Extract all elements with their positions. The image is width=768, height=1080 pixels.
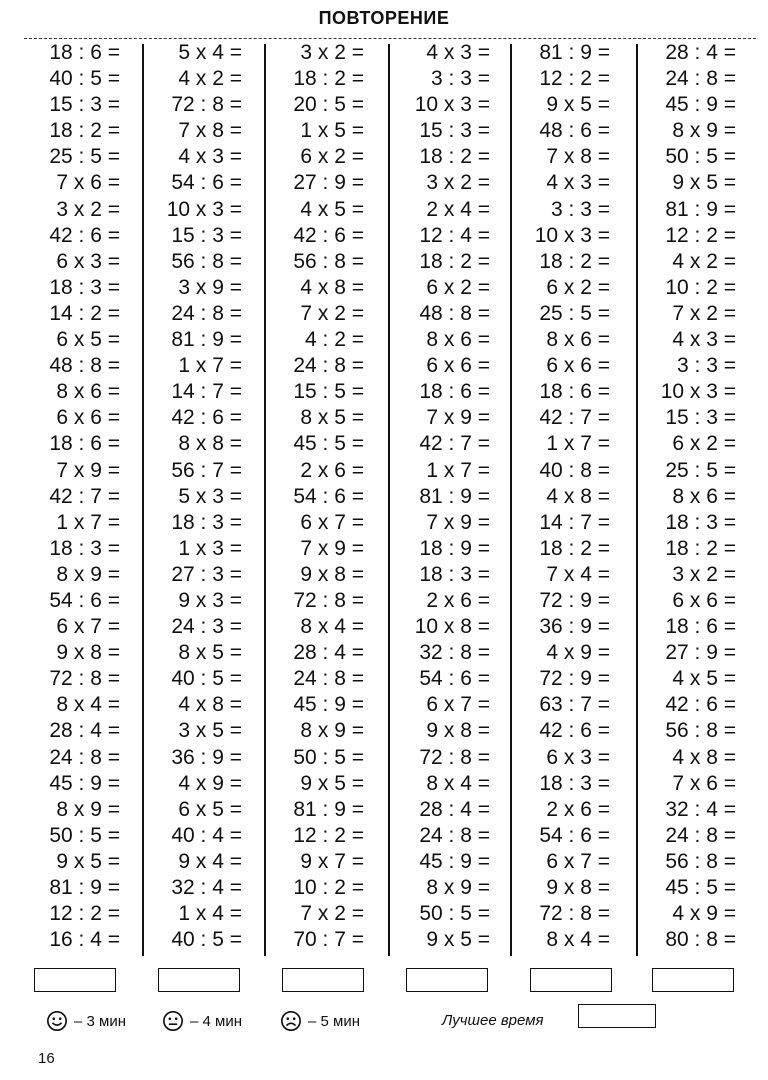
exercise-item: 15 : 3 = [419,119,490,143]
exercise-item: 24 : 8 = [49,745,120,769]
exercise-item: 9 x 5 = [546,93,610,117]
exercise-item: 4 x 3 = [178,145,242,169]
header-divider [24,38,756,39]
exercise-item: 3 x 2 = [426,171,490,195]
exercise-item: 27 : 3 = [171,562,242,586]
exercise-item: 18 : 3 = [539,771,610,795]
exercise-item: 81 : 9 = [665,197,736,221]
exercise-item: 10 : 2 = [293,876,364,899]
exercise-item: 3 x 2 = [300,41,364,64]
exercise-item: 45 : 9 = [293,693,364,717]
time-box-2[interactable] [158,968,240,992]
exercise-item: 8 x 9 = [300,719,364,743]
exercise-item: 1 x 4 = [178,902,242,926]
exercise-item: 10 x 3 = [166,197,242,221]
exercise-item: 12 : 2 = [665,223,736,247]
exercise-item: 12 : 2 = [293,823,364,847]
exercise-item: 1 x 7 = [178,354,242,378]
exercise-item: 8 x 4 = [426,771,490,795]
exercise-item: 48 : 8 = [419,301,490,325]
exercise-item: 54 : 6 = [419,667,490,691]
exercise-item: 24 : 8 = [293,354,364,378]
exercise-item: 50 : 5 = [293,745,364,769]
exercise-item: 3 x 2 = [56,197,120,221]
exercise-item: 18 : 6 = [49,432,120,456]
exercise-item: 42 : 6 = [293,223,364,247]
exercise-item: 4 x 2 = [672,249,736,273]
exercise-item: 50 : 5 = [665,145,736,169]
exercise-item: 7 x 9 = [300,536,364,560]
exercise-item: 56 : 8 = [665,849,736,873]
exercise-item: 9 x 5 = [426,928,490,952]
exercise-item: 1 x 5 = [300,119,364,143]
exercise-item: 18 : 6 = [49,41,120,64]
exercise-item: 72 : 9 = [539,667,610,691]
exercise-item: 5 x 3 = [178,484,242,508]
exercise-item: 42 : 7 = [539,406,610,430]
column-divider [636,44,638,956]
exercise-item: 8 x 9 = [56,562,120,586]
exercise-item: 8 x 4 = [300,615,364,639]
exercise-item: 72 : 8 = [171,93,242,117]
exercise-item: 3 x 2 = [672,562,736,586]
exercise-item: 18 : 6 = [539,380,610,404]
exercise-item: 2 x 6 = [426,588,490,612]
exercise-item: 8 x 5 = [178,641,242,665]
exercise-item: 6 x 6 = [426,354,490,378]
exercise-item: 56 : 8 = [665,719,736,743]
exercise-item: 5 x 4 = [178,41,242,64]
sad-face-icon [280,1010,302,1032]
exercise-item: 8 x 5 = [300,406,364,430]
exercise-item: 6 x 5 = [56,328,120,352]
exercise-item: 2 x 4 = [426,197,490,221]
exercise-item: 7 x 4 = [546,562,610,586]
legend-text: – 5 мин [308,1012,360,1030]
time-box-4[interactable] [406,968,488,992]
exercise-item: 45 : 9 = [665,93,736,117]
column-divider [264,44,266,956]
exercise-item: 18 : 3 = [49,536,120,560]
exercise-item: 54 : 6 = [49,588,120,612]
exercise-item: 6 x 7 = [56,615,120,639]
exercise-item: 4 x 3 = [672,328,736,352]
exercise-item: 18 : 2 = [665,536,736,560]
exercise-item: 9 x 3 = [178,588,242,612]
exercise-item: 6 x 3 = [56,249,120,273]
exercise-item: 7 x 6 = [672,771,736,795]
exercise-item: 42 : 7 = [49,484,120,508]
legend-text: – 4 мин [190,1012,242,1030]
exercise-item: 8 x 6 = [426,328,490,352]
exercise-item: 7 x 8 = [178,119,242,143]
exercise-item: 24 : 8 = [293,667,364,691]
exercise-item: 6 x 7 = [546,849,610,873]
exercise-item: 40 : 8 = [539,458,610,482]
exercise-item: 8 x 6 = [672,484,736,508]
exercise-item: 2 x 6 = [300,458,364,482]
exercise-item: 15 : 3 = [665,406,736,430]
exercise-item: 6 x 6 = [546,354,610,378]
exercise-item: 8 x 4 = [546,928,610,952]
exercise-item: 40 : 5 = [171,667,242,691]
exercise-item: 32 : 8 = [419,641,490,665]
smile-icon [46,1010,68,1032]
exercise-item: 4 x 3 = [426,41,490,64]
exercise-item: 32 : 4 = [171,876,242,899]
exercise-item: 72 : 9 = [539,588,610,612]
exercise-item: 1 x 7 = [546,432,610,456]
exercise-item: 72 : 8 = [49,667,120,691]
exercise-item: 42 : 6 = [49,223,120,247]
exercise-item: 4 x 2 = [178,67,242,91]
exercise-item: 42 : 6 = [665,693,736,717]
exercise-item: 14 : 7 = [171,380,242,404]
exercise-item: 8 x 8 = [178,432,242,456]
exercise-item: 24 : 8 = [171,301,242,325]
exercise-item: 8 x 4 = [56,693,120,717]
exercise-item: 9 x 5 = [300,771,364,795]
exercise-item: 48 : 8 = [49,354,120,378]
exercise-item: 18 : 3 = [419,562,490,586]
exercise-column-1 [2,40,120,953]
column-divider [510,44,512,956]
exercise-item: 9 x 5 = [672,171,736,195]
time-box-5[interactable] [530,968,612,992]
best-time-box[interactable] [578,1004,656,1028]
exercise-item: 7 x 8 = [546,145,610,169]
exercise-item: 18 : 3 = [171,510,242,534]
exercise-item: 50 : 5 = [419,902,490,926]
exercise-item: 27 : 9 = [293,171,364,195]
legend-item [280,1010,360,1032]
exercise-item: 25 : 5 = [665,458,736,482]
exercise-item: 72 : 8 = [293,588,364,612]
exercise-item: 7 x 9 = [56,458,120,482]
exercise-item: 70 : 7 = [293,928,364,952]
exercise-item: 81 : 9 = [539,41,610,64]
exercise-item: 18 : 2 = [419,249,490,273]
exercise-item: 14 : 2 = [49,301,120,325]
exercise-item: 10 x 3 = [534,223,610,247]
exercise-item: 4 x 9 = [178,771,242,795]
legend-item [162,1010,242,1032]
exercise-item: 9 x 8 = [56,641,120,665]
exercise-item: 6 x 7 = [300,510,364,534]
neutral-face-icon [162,1010,184,1032]
exercise-item: 6 x 2 = [426,275,490,299]
exercise-item: 28 : 4 = [665,41,736,64]
exercise-item: 28 : 4 = [293,641,364,665]
legend-text: – 3 мин [74,1012,126,1030]
exercise-item: 9 x 8 = [426,719,490,743]
exercise-item: 81 : 9 = [171,328,242,352]
exercise-item: 10 x 3 = [660,380,736,404]
exercise-item: 9 x 5 = [56,849,120,873]
exercise-item: 1 x 7 = [426,458,490,482]
exercise-item: 81 : 9 = [419,484,490,508]
exercise-item: 16 : 4 = [49,928,120,952]
exercise-item: 9 x 7 = [300,849,364,873]
exercise-item: 12 : 4 = [419,223,490,247]
time-box-1[interactable] [34,968,116,992]
exercise-item: 12 : 2 = [49,902,120,926]
exercise-item: 6 x 2 = [546,275,610,299]
exercise-item: 4 x 9 = [672,902,736,926]
exercise-item: 3 : 3 = [431,67,490,91]
exercise-item: 24 : 8 = [665,823,736,847]
exercise-item: 4 x 8 = [672,745,736,769]
exercise-item: 18 : 9 = [419,536,490,560]
exercise-item: 6 x 6 = [672,588,736,612]
exercise-item: 18 : 6 = [419,380,490,404]
exercise-item: 24 : 8 = [419,823,490,847]
exercise-item: 7 x 2 = [300,902,364,926]
exercise-item: 56 : 8 = [293,249,364,273]
exercise-item: 18 : 2 = [293,67,364,91]
exercise-item: 28 : 4 = [419,797,490,821]
exercise-item: 50 : 5 = [49,823,120,847]
exercise-item: 18 : 2 = [49,119,120,143]
exercise-item: 8 x 9 = [426,876,490,899]
exercise-item: 56 : 7 = [171,458,242,482]
exercise-item: 12 : 2 = [539,67,610,91]
exercise-item: 7 x 2 = [672,301,736,325]
exercise-item: 20 : 5 = [293,93,364,117]
exercise-item: 15 : 3 = [171,223,242,247]
exercise-item: 56 : 8 = [171,249,242,273]
exercise-item: 15 : 5 = [293,380,364,404]
exercise-item: 7 x 6 = [56,171,120,195]
exercise-item: 4 x 8 = [300,275,364,299]
exercise-item: 4 x 3 = [546,171,610,195]
exercise-item: 18 : 2 = [419,145,490,169]
exercise-item: 4 x 9 = [546,641,610,665]
exercise-item: 14 : 7 = [539,510,610,534]
exercise-item: 6 x 3 = [546,745,610,769]
exercise-item: 8 x 9 = [56,797,120,821]
exercise-item: 18 : 2 = [539,536,610,560]
exercise-item: 1 x 7 = [56,510,120,534]
exercise-item: 24 : 8 = [665,67,736,91]
exercise-item: 54 : 6 = [293,484,364,508]
exercise-item: 18 : 6 = [665,615,736,639]
exercise-item: 1 x 3 = [178,536,242,560]
exercise-item: 3 x 9 = [178,275,242,299]
exercise-item: 10 : 2 = [665,275,736,299]
exercise-item: 6 x 5 = [178,797,242,821]
page-number: 16 [38,1050,55,1067]
exercise-item: 28 : 4 = [49,719,120,743]
exercise-item: 10 x 8 = [414,615,490,639]
exercise-item: 3 : 3 = [677,354,736,378]
exercise-item: 9 x 4 = [178,849,242,873]
exercise-item: 6 x 2 = [300,145,364,169]
column-divider [388,44,390,956]
exercise-item: 63 : 7 = [539,693,610,717]
exercise-item: 45 : 5 = [665,876,736,899]
page-title: ПОВТОРЕНИЕ [318,8,450,28]
exercise-item: 81 : 9 = [293,797,364,821]
exercise-item: 42 : 6 = [539,719,610,743]
exercise-item: 3 x 5 = [178,719,242,743]
exercise-item: 25 : 5 = [49,145,120,169]
exercise-item: 4 x 8 = [178,693,242,717]
exercise-item: 10 x 3 = [414,93,490,117]
exercise-item: 7 x 9 = [426,406,490,430]
column-divider [142,44,144,956]
exercise-item: 6 x 2 = [672,432,736,456]
exercise-item: 8 x 6 = [546,328,610,352]
exercise-item: 8 x 9 = [672,119,736,143]
exercise-item: 36 : 9 = [539,615,610,639]
exercise-item: 54 : 6 = [171,171,242,195]
exercise-item: 72 : 8 = [419,745,490,769]
exercise-item: 3 : 3 = [551,197,610,221]
exercise-item: 45 : 9 = [49,771,120,795]
exercise-item: 40 : 5 = [49,67,120,91]
time-box-3[interactable] [282,968,364,992]
exercise-item: 48 : 6 = [539,119,610,143]
exercise-item: 45 : 5 = [293,432,364,456]
exercise-item: 45 : 9 = [419,849,490,873]
exercise-item: 42 : 6 = [171,406,242,430]
exercise-item: 32 : 4 = [665,797,736,821]
best-time-label: Лучшее время [442,1012,544,1029]
exercise-item: 6 x 6 = [56,406,120,430]
exercise-item: 18 : 3 = [49,275,120,299]
exercise-item: 18 : 2 = [539,249,610,273]
exercise-item: 54 : 6 = [539,823,610,847]
exercise-item: 24 : 3 = [171,615,242,639]
legend-item [46,1010,126,1032]
exercise-item: 40 : 5 = [171,928,242,952]
exercise-item: 36 : 9 = [171,745,242,769]
exercise-item: 7 x 9 = [426,510,490,534]
exercise-item: 4 : 2 = [305,328,364,352]
exercise-item: 7 x 2 = [300,301,364,325]
exercise-item: 80 : 8 = [665,928,736,952]
exercise-item: 8 x 6 = [56,380,120,404]
exercise-item: 9 x 8 = [300,562,364,586]
exercise-item: 9 x 8 = [546,876,610,899]
exercise-item: 15 : 3 = [49,93,120,117]
exercise-item: 4 x 8 = [546,484,610,508]
exercise-item: 25 : 5 = [539,301,610,325]
exercise-item: 81 : 9 = [49,876,120,899]
exercise-item: 6 x 7 = [426,693,490,717]
exercise-item: 42 : 7 = [419,432,490,456]
exercise-item: 18 : 3 = [665,510,736,534]
exercise-item: 40 : 4 = [171,823,242,847]
exercise-item: 4 x 5 = [300,197,364,221]
exercise-item: 72 : 8 = [539,902,610,926]
exercise-item: 2 x 6 = [546,797,610,821]
exercise-item: 27 : 9 = [665,641,736,665]
exercise-item: 4 x 5 = [672,667,736,691]
time-box-6[interactable] [652,968,734,992]
